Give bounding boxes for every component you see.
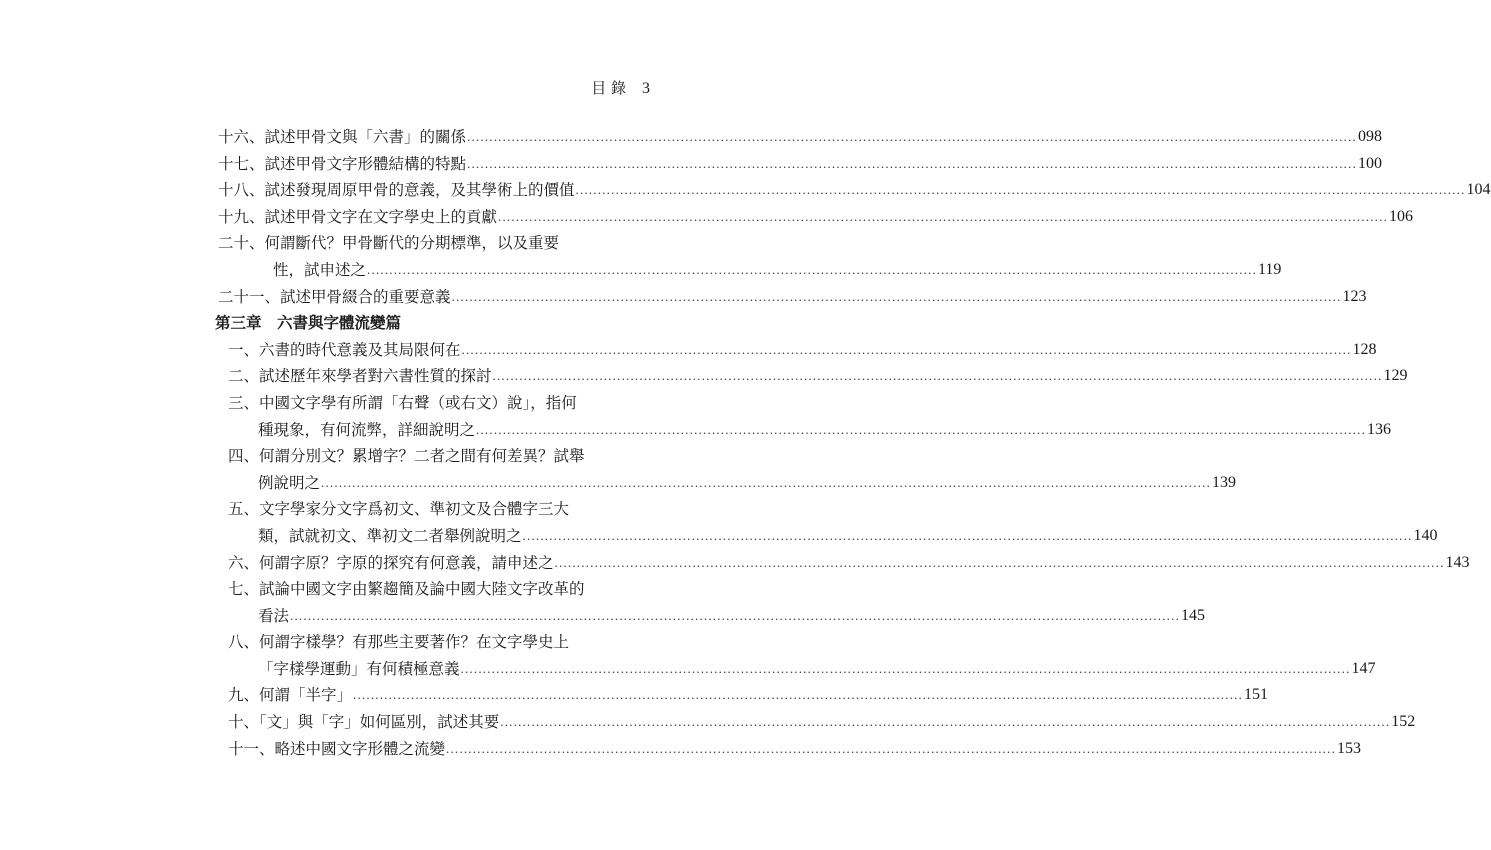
toc-page-number: 136 [1367, 420, 1392, 438]
toc-page-number: 106 [1389, 207, 1414, 225]
toc-page-number: 123 [1342, 287, 1367, 305]
toc-entry-title: 看法 [258, 606, 290, 625]
toc-entry-title: 八、何謂字樣學？有那些主要著作？在文字學史上 [228, 633, 570, 652]
toc-entry-line[interactable] [0, 257, 1282, 284]
toc-entry-line[interactable] [0, 390, 650, 417]
toc-page-number: 152 [1391, 713, 1416, 731]
toc-page-number: 129 [1383, 367, 1408, 385]
dot-leader: ........................................................................................................................................................................................................ [446, 740, 1337, 756]
toc-entry-line[interactable] [0, 284, 1367, 311]
toc-entry-title: 種現象，有何流弊，詳細說明之 [258, 420, 476, 439]
running-header-title: 目 錄 [591, 79, 626, 97]
dot-leader: ........................................................................................................................................................................................................ [451, 288, 1342, 304]
toc-entry-title: 十、「文」與「字」如何區別，試述其要 [228, 713, 500, 732]
toc-entry-line[interactable] [0, 656, 1376, 683]
toc-page-number: 128 [1352, 340, 1377, 358]
dot-leader: ........................................................................................................................................................................................................ [476, 421, 1367, 437]
dot-leader: ........................................................................................................................................................................................................ [467, 155, 1358, 171]
toc-entry-title: 九、何謂「半字」 [228, 686, 353, 705]
page-number: 3 [642, 80, 650, 97]
toc-page-number: 100 [1358, 154, 1383, 172]
toc-entry-line[interactable] [0, 709, 1416, 736]
toc-entry-line[interactable] [0, 470, 1237, 497]
toc-entry-title: 六、何謂字原？字原的探究有何意義，請申述之 [228, 553, 554, 572]
toc-entry-line[interactable] [0, 204, 1414, 231]
toc-entry-title: 例說明之 [258, 473, 321, 492]
dot-leader: ........................................................................................................................................................................................................ [498, 208, 1389, 224]
toc-page-number: 143 [1445, 553, 1470, 571]
dot-leader: ........................................................................................................................................................................................................ [290, 607, 1181, 623]
toc-page-number: 139 [1212, 473, 1237, 491]
toc-page-number: 151 [1244, 686, 1269, 704]
toc-entry-line[interactable] [0, 151, 1383, 178]
toc-page-number: 098 [1358, 128, 1383, 145]
toc-entry-title: 十七、試述甲骨文字形體結構的特點 [218, 154, 467, 173]
dot-leader: ........................................................................................................................................................................................................ [460, 660, 1351, 676]
toc-page-number: 147 [1351, 659, 1376, 677]
toc-page-number: 104 [1466, 181, 1491, 199]
toc-entry-title: 十八、試述發現周原甲骨的意義，及其學術上的價值 [218, 181, 575, 200]
table-of-contents [0, 124, 1491, 762]
toc-page-number: 153 [1337, 739, 1362, 757]
dot-leader: ........................................................................................................................................................................................................ [461, 341, 1352, 357]
toc-entry-line[interactable] [0, 443, 650, 470]
toc-entry-title: 七、試論中國文字由繁趨簡及論中國大陸文字改革的 [228, 580, 585, 599]
toc-entry-line[interactable] [0, 363, 1408, 390]
toc-entry-title: 十一、略述中國文字形體之流變 [228, 739, 446, 758]
dot-leader: ........................................................................................................................................................................................................ [575, 182, 1466, 198]
toc-entry-title: 「字樣學運動」有何積極意義 [258, 659, 460, 678]
toc-entry-line[interactable] [0, 629, 650, 656]
chapter-heading: 第三章 六書與字體流變篇 [215, 314, 402, 333]
toc-entry-title: 四、何謂分別文？累增字？二者之間有何差異？試舉 [228, 447, 585, 466]
toc-entry-line[interactable] [0, 523, 1438, 550]
toc-entry-line[interactable] [0, 230, 650, 257]
toc-entry-line[interactable] [0, 682, 1269, 709]
toc-entry-title: 三、中國文字學有所謂「右聲（或右文）說」，指何 [228, 393, 577, 412]
toc-entry-title: 十六、試述甲骨文與「六書」的關係 [218, 128, 467, 146]
toc-entry-line[interactable] [0, 576, 650, 603]
toc-entry-line[interactable] [0, 417, 1392, 444]
dot-leader: ........................................................................................................................................................................................................ [367, 261, 1258, 277]
toc-entry-line[interactable] [0, 550, 1470, 577]
toc-entry-line[interactable] [0, 337, 1377, 364]
dot-leader: ........................................................................................................................................................................................................ [522, 527, 1413, 543]
toc-entry-title: 二十一、試述甲骨綴合的重要意義 [218, 287, 451, 306]
toc-entry-title: 類，試就初文、準初文二者舉例說明之 [258, 526, 522, 545]
toc-entry-line[interactable] [0, 177, 1491, 204]
toc-entry-title: 五、文字學家分文字爲初文、準初文及合體字三大 [228, 500, 570, 519]
toc-page-number: 145 [1181, 606, 1206, 624]
dot-leader: ........................................................................................................................................................................................................ [467, 129, 1358, 144]
dot-leader: ........................................................................................................................................................................................................ [353, 687, 1244, 703]
toc-entry-line[interactable] [0, 496, 650, 523]
dot-leader: ........................................................................................................................................................................................................ [500, 714, 1391, 730]
toc-entry-line[interactable] [0, 124, 1383, 151]
dot-leader: ........................................................................................................................................................................................................ [492, 368, 1383, 384]
toc-entry-title: 二十、何謂斷代？甲骨斷代的分期標準，以及重要 [218, 234, 560, 253]
dot-leader: ........................................................................................................................................................................................................ [554, 554, 1445, 570]
toc-entry-title: 性，試申述之 [273, 260, 367, 279]
toc-entry-title: 十九、試述甲骨文字在文字學史上的貢獻 [218, 207, 498, 226]
toc-entry-title: 一、六書的時代意義及其局限何在 [228, 340, 461, 359]
toc-entry-title: 二、試述歷年來學者對六書性質的探討 [228, 367, 492, 386]
toc-page-number: 140 [1413, 526, 1438, 544]
running-header [591, 77, 650, 98]
toc-page-number: 119 [1258, 260, 1282, 278]
toc-entry-line[interactable] [0, 603, 1206, 630]
toc-entry-line[interactable] [0, 736, 1362, 763]
dot-leader: ........................................................................................................................................................................................................ [321, 474, 1212, 490]
